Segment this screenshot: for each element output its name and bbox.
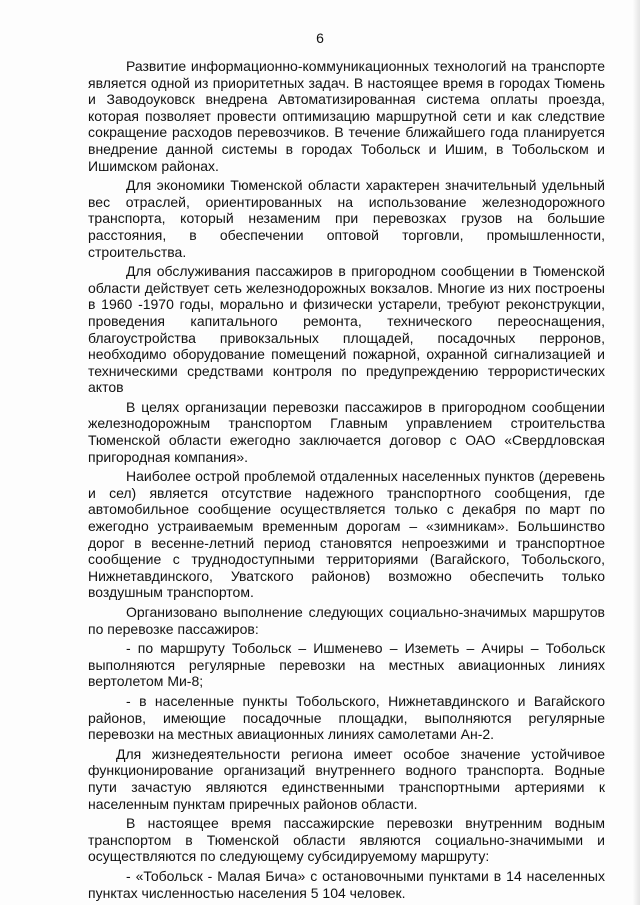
page-edge-shadow [632,0,640,905]
document-body [88,58,605,904]
paragraph-it-technologies: Развитие информационно-коммуникационных технологий на транспорте является одной из приоритетных задач. В настоящее время в городах Тюмень и Заводоуковск внедрена Автоматизированная система оплаты проезда, которая позволяет провести оптимизацию маршрутной сети и как следствие сокращение расходов перевозчиков. В течение ближайшего года планируется внедрение данной системы в городах Тобольск и Ишим, в Тобольском и Ишимском районах. [88,58,605,174]
paragraph-railway-stations: Для обслуживания пассажиров в пригородном сообщении в Тюменской области действует сеть железнодорожных вокзалов. Многие из них построены в 1960 -1970 годы, морально и физически устарели, требуют реконструкции, проведения капитального ремонта, технического переоснащения, благоустройства привокзальных площадей, посадочных перронов, необходимо оборудование помещений пожарной, охранной сигнализацией и техническими средствами контроля по предупреждению террористических актов [88,263,605,396]
page-number: 6 [316,30,324,46]
list-item-water-route: - «Тобольск - Малая Бича» с остановочными пунктами в 14 населенных пунктах численностью населения 5 104 человек. [88,867,605,901]
paragraph-suburban-contract: В целях организации перевозки пассажиров в пригородном сообщении железнодорожным транспортом Главным управлением строительства Тюменской области ежегодно заключается договор с ОАО «Свердловская пригородная компания». [88,398,605,465]
paragraph-railway-economy: Для экономики Тюменской области характерен значительный удельный вес отраслей, ориентированных на использование железнодорожного транспорта, который незаменим при перевозках грузов на большие расстояния, в обеспечении оптовой торговли, промышленности, строительства. [88,177,605,260]
paragraph-water-passenger: В настоящее время пассажирские перевозки внутренним водным транспортом в Тюменской области являются социально-значимыми и осуществляются по следующему субсидируемому маршруту: [88,815,605,865]
paragraph-water-transport: Для жизнедеятельности региона имеет особое значение устойчивое функционирование организаций внутреннего водного транспорта. Водные пути зачастую являются единственными транспортными артериями к населенным пунктам приречных районов области. [88,745,605,812]
list-item-helicopter-route: - по маршруту Тобольск – Ишменево – Иземеть – Ачиры – Тобольск выполняются регулярные перевозки на местных авиационных линиях вертолетом Ми-8; [88,640,605,690]
list-item-airplane-route: - в населенные пункты Тобольского, Нижнетавдинского и Вагайского районов, имеющие посадочные площадки, выполняются регулярные перевозки на местных авиационных линиях самолетами Ан-2. [88,692,605,743]
paragraph-remote-settlements: Наиболее острой проблемой отдаленных населенных пунктов (деревень и сел) является отсутствие надежного транспортного сообщения, где автомобильное сообщение осуществляется только с декабря по март по ежегодно устраиваемым временным дорогам – «зимникам». Большинство дорог в весенне-летний период становятся непроезжими и транспортное сообщение с труднодоступными территориями (Вагайского, Тобольского, Нижнетавдинского, Уватского районов) возможно обеспечить только воздушным транспортом. [88,468,605,601]
paragraph-social-routes: Организовано выполнение следующих социально-значимых маршрутов по перевозке пассажиров: [88,604,605,637]
